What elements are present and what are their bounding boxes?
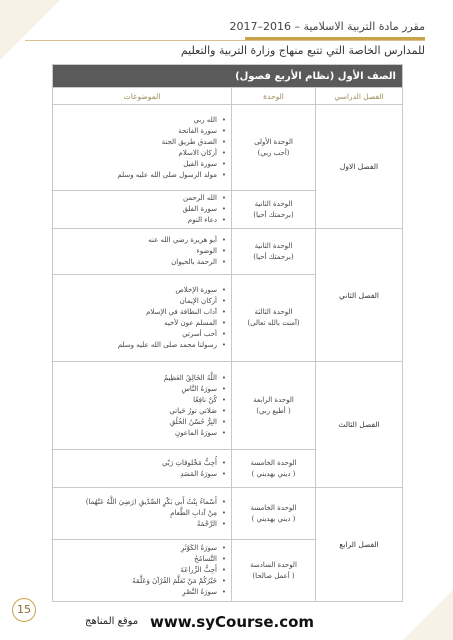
unit-subtitle: (برحمتك أحيا): [253, 252, 294, 261]
unit-subtitle: (برحمتك أحيا): [253, 210, 294, 219]
column-header-unit: الوحدة: [232, 88, 316, 105]
unit-name: الوحدة الأولى: [254, 137, 293, 146]
topic-item: • سورة الفاتحة: [57, 126, 217, 137]
unit-cell: [232, 191, 316, 229]
topic-item: • أبو هريرة رضي الله عنه: [57, 235, 217, 246]
page-number: 15: [12, 598, 36, 622]
topics-list: [57, 543, 227, 598]
term-cell: الفصل الثاني: [316, 229, 403, 362]
schools-line: للمدارس الخاصة التي تتبع منهاج وزارة التربية والتعليم: [180, 44, 425, 57]
table-title: الصف الأول (نظام الأربع فصول): [53, 65, 403, 88]
topics-cell: [53, 488, 232, 540]
curriculum-table: [52, 64, 403, 602]
topics-cell: [53, 275, 232, 362]
topic-item: • الرَّحْمَةُ: [57, 519, 217, 530]
topic-item: • دعاء النوم: [57, 215, 217, 226]
topic-item: • البِرُّ حُسْنُ الخُلُقِ: [57, 417, 217, 428]
topics-list: [57, 285, 227, 351]
unit-name: الوحدة الثالثة: [254, 308, 293, 316]
topic-item: • كُنْ نافِعًا: [57, 395, 217, 406]
topics-cell: [53, 362, 232, 450]
topic-item: • سورة الإخلاص: [57, 285, 217, 296]
topic-item: • سورة الفلق: [57, 204, 217, 215]
topic-item: • خَيْرُكُمْ مَنْ تَعَلَّمَ القُرْآنَ وَعَلَّمَهُ: [57, 576, 217, 587]
topic-item: • الله ربي: [57, 115, 217, 126]
topics-cell: [53, 229, 232, 275]
topics-list: [57, 373, 227, 439]
unit-subtitle: ( ديني يهديني ): [251, 514, 296, 523]
header-rule: [25, 40, 425, 41]
topic-item: • المسلم عون لأخيه: [57, 318, 217, 329]
unit-name: الوحدة الرابعة: [253, 395, 294, 404]
unit-subtitle: ( ديني يهديني ): [251, 469, 296, 478]
topic-item: • الله الرحمن: [57, 193, 217, 204]
topic-item: • أَحِبُّ الزِّراعَةَ: [57, 565, 217, 576]
unit-name: الوحدة الثانية: [254, 241, 293, 250]
table-row: [53, 229, 403, 275]
unit-cell: [232, 275, 316, 362]
unit-subtitle: (آمنت بالله تعالى): [247, 319, 300, 327]
unit-cell: [232, 105, 316, 191]
topic-item: • مولد الرسول صلى الله عليه وسلم: [57, 170, 217, 181]
unit-cell: [232, 362, 316, 450]
topic-item: • صَلاتي نورُ حَياتي: [57, 406, 217, 417]
table-row: [53, 362, 403, 450]
topics-list: [57, 458, 227, 480]
term-cell: الفصل الثالث: [316, 362, 403, 488]
topic-item: • أحب أسرتي: [57, 329, 217, 340]
topic-item: • أركان الاسلام: [57, 148, 217, 159]
topic-item: • اللَّهُ الخَالِقُ العَظِيمُ: [57, 373, 217, 384]
topic-item: • سورَةُ الماعونِ: [57, 428, 217, 439]
footer-site-url: www.syCourse.com: [150, 613, 315, 631]
unit-subtitle: ( أطيع ربي): [256, 406, 291, 415]
unit-cell: [232, 229, 316, 275]
topics-list: [57, 193, 227, 226]
topics-cell: [53, 450, 232, 488]
unit-name: الوحدة الخامسة: [250, 458, 297, 467]
unit-name: الوحدة الخامسة: [250, 503, 297, 512]
table-row: [53, 488, 403, 540]
topic-item: • سورَةُ المَسَدِ: [57, 469, 217, 480]
unit-subtitle: ( أعمل صالحا): [252, 571, 295, 580]
topics-list: [57, 235, 227, 268]
topic-item: • مِنْ آدابِ الطَّعامِ: [57, 508, 217, 519]
page-header: [25, 20, 425, 34]
unit-cell: [232, 450, 316, 488]
unit-name: الوحدة الثانية: [254, 199, 293, 208]
topics-list: [57, 115, 227, 181]
term-cell: الفصل الرابع: [316, 488, 403, 602]
topic-item: • التَّسامُحُ: [57, 554, 217, 565]
topic-item: • سورَةُ الكَوْثَرِ: [57, 543, 217, 554]
topic-item: • سورَةُ النَّصْرِ: [57, 587, 217, 598]
topic-item: • الوضوء: [57, 246, 217, 257]
table-row: [53, 105, 403, 191]
topic-item: • الرحمة بالحيوان: [57, 257, 217, 268]
topics-cell: [53, 191, 232, 229]
topic-item: • أُحِبُّ مَخْلوقاتِ رَبّي: [57, 458, 217, 469]
topics-cell: [53, 105, 232, 191]
unit-name: الوحدة السادسة: [250, 560, 297, 569]
course-line: مقرر مادة التربية الاسلامية – 2016–2017: [229, 20, 425, 33]
column-header-term: الفصل الدراسي: [316, 88, 403, 105]
unit-subtitle: (أحب ربي): [257, 148, 290, 157]
corner-decoration-bottom: [403, 590, 453, 640]
topics-cell: [53, 540, 232, 602]
topic-item: • رسولنا محمد صلى الله عليه وسلم: [57, 340, 217, 351]
unit-cell: [232, 488, 316, 540]
table-body: [53, 105, 403, 602]
unit-cell: [232, 540, 316, 602]
topic-item: • آداب النظافة في الإسلام: [57, 307, 217, 318]
topic-item: • الصدق طريق الجنة: [57, 137, 217, 148]
topics-list: [57, 497, 227, 530]
column-header-topics: الموضوعات: [53, 88, 232, 105]
topic-item: • أَسْماءُ بِنْتُ أَبي بَكْرٍ الصِّدّيقِ (رَضِيَ اللَّهُ عَنْهُما): [57, 497, 217, 508]
topic-item: • سورَةُ النَّاسِ: [57, 384, 217, 395]
footer-site-arabic: موقع المناهج: [85, 616, 139, 627]
topic-item: • أركان الإيمان: [57, 296, 217, 307]
topic-item: • سورة الفيل: [57, 159, 217, 170]
term-cell: الفصل الاول: [316, 105, 403, 229]
